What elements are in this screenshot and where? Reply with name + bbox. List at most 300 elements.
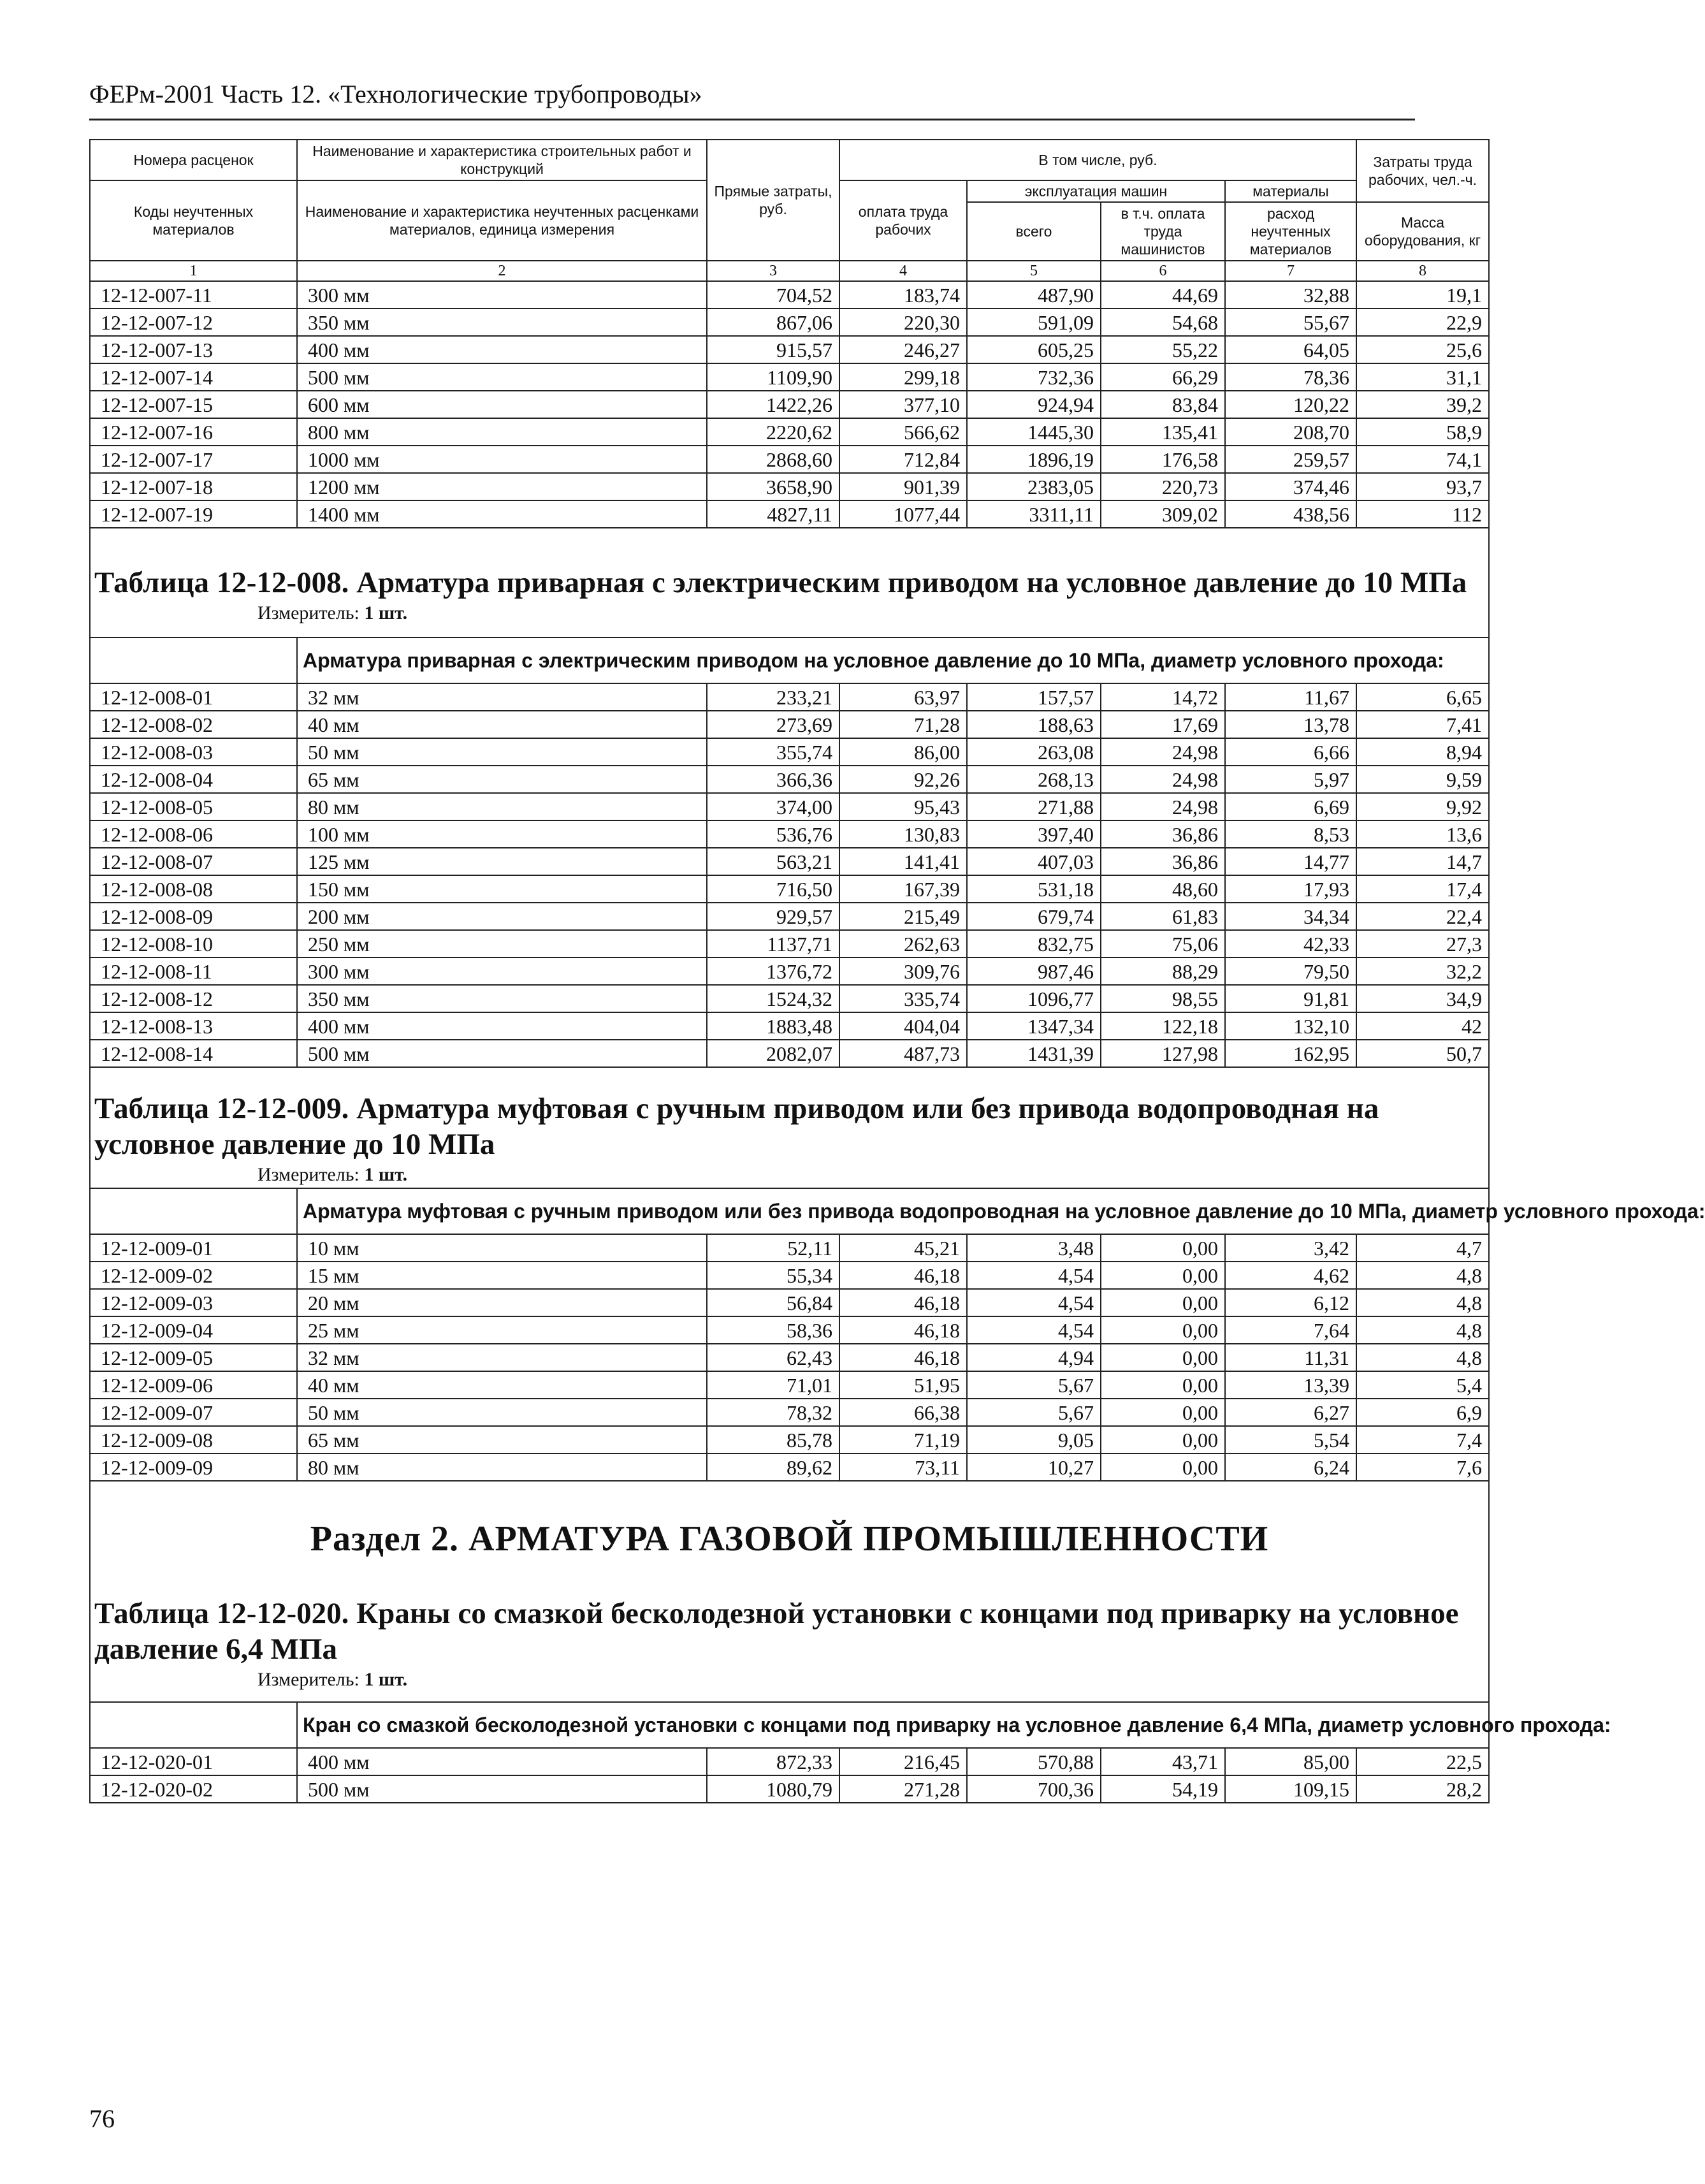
value-cell: 2082,07 xyxy=(707,1040,839,1067)
value-cell: 8,94 xyxy=(1356,738,1489,766)
table-row xyxy=(90,793,1489,820)
rate-code-cell: 12-12-009-04 xyxy=(90,1316,297,1344)
value-cell: 1896,19 xyxy=(967,446,1101,473)
diameter-cell: 500 мм xyxy=(297,1040,707,1067)
value-cell: 14,7 xyxy=(1356,848,1489,875)
diameter-cell: 10 мм xyxy=(297,1234,707,1262)
value-cell: 6,66 xyxy=(1225,738,1356,766)
value-cell: 78,36 xyxy=(1225,363,1356,391)
rate-code-cell: 12-12-007-17 xyxy=(90,446,297,473)
diameter-cell: 350 мм xyxy=(297,985,707,1012)
rate-code-cell: 12-12-009-06 xyxy=(90,1371,297,1399)
value-cell: 63,97 xyxy=(839,683,967,711)
table-row xyxy=(90,820,1489,848)
value-cell: 14,77 xyxy=(1225,848,1356,875)
diameter-cell: 50 мм xyxy=(297,738,707,766)
rate-code-cell: 12-12-008-04 xyxy=(90,766,297,793)
table-row xyxy=(90,446,1489,473)
value-cell: 188,63 xyxy=(967,711,1101,738)
column-number: 3 xyxy=(707,261,839,281)
value-cell: 679,74 xyxy=(967,903,1101,930)
value-cell: 867,06 xyxy=(707,309,839,336)
value-cell: 17,93 xyxy=(1225,875,1356,903)
value-cell: 46,18 xyxy=(839,1344,967,1371)
table-009-subheading: Арматура муфтовая с ручным приводом или без привода водопроводная на условное давление до 10 МПа, диаметр условного прохода: xyxy=(297,1188,1489,1234)
table-row xyxy=(90,1371,1489,1399)
value-cell: 7,4 xyxy=(1356,1426,1489,1453)
rate-code-cell: 12-12-008-09 xyxy=(90,903,297,930)
value-cell: 39,2 xyxy=(1356,391,1489,418)
value-cell: 0,00 xyxy=(1101,1234,1225,1262)
value-cell: 5,54 xyxy=(1225,1426,1356,1453)
value-cell: 22,9 xyxy=(1356,309,1489,336)
value-cell: 0,00 xyxy=(1101,1399,1225,1426)
rate-code-cell: 12-12-009-05 xyxy=(90,1344,297,1371)
table-009-title-text: Арматура муфтовая с ручным приводом или без привода водопроводная на условное давление до 10 МПа xyxy=(94,1092,1379,1161)
col8-bottom-header: Масса оборудования, кг xyxy=(1356,202,1489,261)
value-cell: 374,46 xyxy=(1225,473,1356,500)
table-row xyxy=(90,766,1489,793)
value-cell: 6,12 xyxy=(1225,1289,1356,1316)
table-008-unit xyxy=(91,601,1488,626)
column-number: 1 xyxy=(90,261,297,281)
value-cell: 51,95 xyxy=(839,1371,967,1399)
rate-code-cell: 12-12-009-09 xyxy=(90,1453,297,1481)
value-cell: 4827,11 xyxy=(707,500,839,528)
col6-header: в т.ч. оплата труда машинистов xyxy=(1101,202,1225,261)
value-cell: 92,26 xyxy=(839,766,967,793)
value-cell: 1077,44 xyxy=(839,500,967,528)
diameter-cell: 500 мм xyxy=(297,1775,707,1803)
value-cell: 1137,71 xyxy=(707,930,839,957)
table-row xyxy=(90,1453,1489,1481)
section-2-caption-row xyxy=(90,1481,1489,1702)
value-cell: 43,71 xyxy=(1101,1748,1225,1775)
value-cell: 5,67 xyxy=(967,1371,1101,1399)
table-header-row-1 xyxy=(90,140,1489,180)
rate-code-cell: 12-12-007-16 xyxy=(90,418,297,446)
value-cell: 987,46 xyxy=(967,957,1101,985)
table-020-title-text: Краны со смазкой бесколодезной установки с концами под приварку на условное давление 6,4 МПа xyxy=(94,1596,1459,1666)
value-cell: 0,00 xyxy=(1101,1316,1225,1344)
value-cell: 32,88 xyxy=(1225,281,1356,309)
table-row xyxy=(90,1344,1489,1371)
column-number: 8 xyxy=(1356,261,1489,281)
table-row xyxy=(90,500,1489,528)
unit-label: Измеритель: xyxy=(258,1668,359,1690)
rate-code-cell: 12-12-007-11 xyxy=(90,281,297,309)
value-cell: 34,34 xyxy=(1225,903,1356,930)
value-cell: 36,86 xyxy=(1101,848,1225,875)
col5-header: всего xyxy=(967,202,1101,261)
col3-header: Прямые затраты, руб. xyxy=(707,140,839,261)
table-008-subheading-row xyxy=(90,637,1489,683)
rate-code-cell: 12-12-008-11 xyxy=(90,957,297,985)
value-cell: 716,50 xyxy=(707,875,839,903)
value-cell: 4,8 xyxy=(1356,1262,1489,1289)
col2-bottom-header: Наименование и характеристика неучтенных расценками материалов, единица измерения xyxy=(297,180,707,261)
rate-code-cell: 12-12-007-14 xyxy=(90,363,297,391)
value-cell: 36,86 xyxy=(1101,820,1225,848)
value-cell: 14,72 xyxy=(1101,683,1225,711)
value-cell: 4,54 xyxy=(967,1289,1101,1316)
value-cell: 85,78 xyxy=(707,1426,839,1453)
value-cell: 531,18 xyxy=(967,875,1101,903)
diameter-cell: 500 мм xyxy=(297,363,707,391)
value-cell: 83,84 xyxy=(1101,391,1225,418)
value-cell: 438,56 xyxy=(1225,500,1356,528)
column-number: 6 xyxy=(1101,261,1225,281)
value-cell: 24,98 xyxy=(1101,793,1225,820)
value-cell: 88,29 xyxy=(1101,957,1225,985)
value-cell: 1431,39 xyxy=(967,1040,1101,1067)
value-cell: 700,36 xyxy=(967,1775,1101,1803)
value-cell: 13,39 xyxy=(1225,1371,1356,1399)
value-cell: 1376,72 xyxy=(707,957,839,985)
value-cell: 24,98 xyxy=(1101,766,1225,793)
diameter-cell: 15 мм xyxy=(297,1262,707,1289)
value-cell: 66,29 xyxy=(1101,363,1225,391)
value-cell: 0,00 xyxy=(1101,1289,1225,1316)
table-020-title-label: Таблица 12-12-020. xyxy=(94,1596,349,1630)
value-cell: 6,69 xyxy=(1225,793,1356,820)
rate-code-cell: 12-12-007-18 xyxy=(90,473,297,500)
value-cell: 407,03 xyxy=(967,848,1101,875)
value-cell: 5,67 xyxy=(967,1399,1101,1426)
diameter-cell: 65 мм xyxy=(297,1426,707,1453)
value-cell: 271,88 xyxy=(967,793,1101,820)
diameter-cell: 400 мм xyxy=(297,1012,707,1040)
rate-code-cell: 12-12-008-12 xyxy=(90,985,297,1012)
value-cell: 262,63 xyxy=(839,930,967,957)
value-cell: 157,57 xyxy=(967,683,1101,711)
value-cell: 0,00 xyxy=(1101,1262,1225,1289)
value-cell: 44,69 xyxy=(1101,281,1225,309)
value-cell: 132,10 xyxy=(1225,1012,1356,1040)
diameter-cell: 100 мм xyxy=(297,820,707,848)
value-cell: 22,4 xyxy=(1356,903,1489,930)
table-row xyxy=(90,1748,1489,1775)
rate-code-cell: 12-12-009-02 xyxy=(90,1262,297,1289)
table-008-caption-row xyxy=(90,528,1489,637)
value-cell: 78,32 xyxy=(707,1399,839,1426)
rate-code-cell: 12-12-008-03 xyxy=(90,738,297,766)
diameter-cell: 40 мм xyxy=(297,711,707,738)
value-cell: 27,3 xyxy=(1356,930,1489,957)
value-cell: 2383,05 xyxy=(967,473,1101,500)
table-009-title xyxy=(91,1091,1488,1162)
value-cell: 135,41 xyxy=(1101,418,1225,446)
table-row xyxy=(90,309,1489,336)
value-cell: 93,7 xyxy=(1356,473,1489,500)
value-cell: 220,30 xyxy=(839,309,967,336)
rate-code-cell: 12-12-007-13 xyxy=(90,336,297,363)
table-row xyxy=(90,930,1489,957)
value-cell: 591,09 xyxy=(967,309,1101,336)
value-cell: 566,62 xyxy=(839,418,967,446)
value-cell: 299,18 xyxy=(839,363,967,391)
diameter-cell: 200 мм xyxy=(297,903,707,930)
value-cell: 915,57 xyxy=(707,336,839,363)
value-cell: 487,73 xyxy=(839,1040,967,1067)
table-row xyxy=(90,1262,1489,1289)
col2-top-header: Наименование и характеристика строительных работ и конструкций xyxy=(297,140,707,180)
value-cell: 335,74 xyxy=(839,985,967,1012)
value-cell: 31,1 xyxy=(1356,363,1489,391)
col4-header: оплата труда рабочих xyxy=(839,180,967,261)
value-cell: 220,73 xyxy=(1101,473,1225,500)
table-row xyxy=(90,1289,1489,1316)
table-008-subheading: Арматура приварная с электрическим приводом на условное давление до 10 МПа, диаметр условного прохода: xyxy=(297,637,1489,683)
rate-code-cell: 12-12-020-01 xyxy=(90,1748,297,1775)
value-cell: 704,52 xyxy=(707,281,839,309)
value-cell: 6,9 xyxy=(1356,1399,1489,1426)
table-row xyxy=(90,336,1489,363)
value-cell: 13,78 xyxy=(1225,711,1356,738)
table-row xyxy=(90,985,1489,1012)
value-cell: 4,8 xyxy=(1356,1316,1489,1344)
diameter-cell: 1200 мм xyxy=(297,473,707,500)
rate-code-cell: 12-12-008-06 xyxy=(90,820,297,848)
diameter-cell: 1400 мм xyxy=(297,500,707,528)
table-row xyxy=(90,1040,1489,1067)
rate-code-cell: 12-12-008-07 xyxy=(90,848,297,875)
header-rule xyxy=(89,119,1415,120)
value-cell: 120,22 xyxy=(1225,391,1356,418)
diameter-cell: 400 мм xyxy=(297,336,707,363)
value-cell: 55,34 xyxy=(707,1262,839,1289)
value-cell: 872,33 xyxy=(707,1748,839,1775)
rates-table xyxy=(89,139,1705,1803)
table-row xyxy=(90,1316,1489,1344)
diameter-cell: 1000 мм xyxy=(297,446,707,473)
value-cell: 563,21 xyxy=(707,848,839,875)
value-cell: 377,10 xyxy=(839,391,967,418)
value-cell: 17,69 xyxy=(1101,711,1225,738)
value-cell: 570,88 xyxy=(967,1748,1101,1775)
rate-code-cell: 12-12-007-15 xyxy=(90,391,297,418)
diameter-cell: 40 мм xyxy=(297,1371,707,1399)
column-number: 7 xyxy=(1225,261,1356,281)
value-cell: 3,42 xyxy=(1225,1234,1356,1262)
col8-top-header: Затраты труда рабочих, чел.-ч. xyxy=(1356,140,1489,202)
value-cell: 536,76 xyxy=(707,820,839,848)
value-cell: 176,58 xyxy=(1101,446,1225,473)
table-row xyxy=(90,903,1489,930)
col1-bottom-header: Коды неучтенных материалов xyxy=(90,180,297,261)
value-cell: 487,90 xyxy=(967,281,1101,309)
value-cell: 71,19 xyxy=(839,1426,967,1453)
table-row xyxy=(90,281,1489,309)
table-020-subheading: Кран со смазкой бесколодезной установки с концами под приварку на условное давление 6,4 МПа, диаметр условного прохода: xyxy=(297,1702,1489,1748)
value-cell: 42 xyxy=(1356,1012,1489,1040)
rate-code-cell: 12-12-009-03 xyxy=(90,1289,297,1316)
value-cell: 79,50 xyxy=(1225,957,1356,985)
value-cell: 3311,11 xyxy=(967,500,1101,528)
value-cell: 162,95 xyxy=(1225,1040,1356,1067)
value-cell: 54,68 xyxy=(1101,309,1225,336)
value-cell: 11,31 xyxy=(1225,1344,1356,1371)
table-row xyxy=(90,1234,1489,1262)
value-cell: 55,22 xyxy=(1101,336,1225,363)
table-009-title-label: Таблица 12-12-009. xyxy=(94,1092,349,1125)
diameter-cell: 250 мм xyxy=(297,930,707,957)
rate-code-cell: 12-12-020-02 xyxy=(90,1775,297,1803)
table-row xyxy=(90,1399,1489,1426)
diameter-cell: 25 мм xyxy=(297,1316,707,1344)
value-cell: 0,00 xyxy=(1101,1371,1225,1399)
value-cell: 0,00 xyxy=(1101,1426,1225,1453)
value-cell: 273,69 xyxy=(707,711,839,738)
table-008-title-label: Таблица 12-12-008. xyxy=(94,566,349,599)
column-numbers-row xyxy=(90,261,1489,281)
value-cell: 216,45 xyxy=(839,1748,967,1775)
value-cell: 130,83 xyxy=(839,820,967,848)
table-020-subheading-row xyxy=(90,1702,1489,1748)
value-cell: 45,21 xyxy=(839,1234,967,1262)
value-cell: 1422,26 xyxy=(707,391,839,418)
value-cell: 7,64 xyxy=(1225,1316,1356,1344)
diameter-cell: 50 мм xyxy=(297,1399,707,1426)
value-cell: 122,18 xyxy=(1101,1012,1225,1040)
rate-code-cell: 12-12-007-12 xyxy=(90,309,297,336)
value-cell: 215,49 xyxy=(839,903,967,930)
value-cell: 19,1 xyxy=(1356,281,1489,309)
value-cell: 832,75 xyxy=(967,930,1101,957)
value-cell: 1080,79 xyxy=(707,1775,839,1803)
value-cell: 10,27 xyxy=(967,1453,1101,1481)
unit-value: 1 шт. xyxy=(364,602,408,623)
value-cell: 5,4 xyxy=(1356,1371,1489,1399)
value-cell: 0,00 xyxy=(1101,1453,1225,1481)
value-cell: 13,6 xyxy=(1356,820,1489,848)
value-cell: 91,81 xyxy=(1225,985,1356,1012)
value-cell: 6,65 xyxy=(1356,683,1489,711)
materials-header: материалы xyxy=(1225,180,1356,202)
value-cell: 208,70 xyxy=(1225,418,1356,446)
value-cell: 271,28 xyxy=(839,1775,967,1803)
value-cell: 46,18 xyxy=(839,1316,967,1344)
diameter-cell: 32 мм xyxy=(297,683,707,711)
value-cell: 0,00 xyxy=(1101,1344,1225,1371)
value-cell: 50,7 xyxy=(1356,1040,1489,1067)
value-cell: 52,11 xyxy=(707,1234,839,1262)
value-cell: 4,7 xyxy=(1356,1234,1489,1262)
value-cell: 86,00 xyxy=(839,738,967,766)
value-cell: 8,53 xyxy=(1225,820,1356,848)
value-cell: 127,98 xyxy=(1101,1040,1225,1067)
value-cell: 246,27 xyxy=(839,336,967,363)
col7-header: расход неучтенных материалов xyxy=(1225,202,1356,261)
table-row xyxy=(90,1426,1489,1453)
diameter-cell: 65 мм xyxy=(297,766,707,793)
value-cell: 56,84 xyxy=(707,1289,839,1316)
value-cell: 5,97 xyxy=(1225,766,1356,793)
value-cell: 24,98 xyxy=(1101,738,1225,766)
table-row xyxy=(90,683,1489,711)
value-cell: 355,74 xyxy=(707,738,839,766)
rate-code-cell: 12-12-008-14 xyxy=(90,1040,297,1067)
value-cell: 73,11 xyxy=(839,1453,967,1481)
unit-value: 1 шт. xyxy=(364,1164,408,1185)
value-cell: 74,1 xyxy=(1356,446,1489,473)
table-row xyxy=(90,363,1489,391)
value-cell: 6,24 xyxy=(1225,1453,1356,1481)
column-number: 2 xyxy=(297,261,707,281)
value-cell: 397,40 xyxy=(967,820,1101,848)
diameter-cell: 800 мм xyxy=(297,418,707,446)
value-cell: 75,06 xyxy=(1101,930,1225,957)
table-row xyxy=(90,418,1489,446)
table-row xyxy=(90,875,1489,903)
value-cell: 58,36 xyxy=(707,1316,839,1344)
diameter-cell: 125 мм xyxy=(297,848,707,875)
value-cell: 54,19 xyxy=(1101,1775,1225,1803)
table-row xyxy=(90,711,1489,738)
column-number: 4 xyxy=(839,261,967,281)
rate-code-cell: 12-12-008-01 xyxy=(90,683,297,711)
value-cell: 924,94 xyxy=(967,391,1101,418)
value-cell: 66,38 xyxy=(839,1399,967,1426)
rate-code-cell: 12-12-009-01 xyxy=(90,1234,297,1262)
value-cell: 2220,62 xyxy=(707,418,839,446)
value-cell: 64,05 xyxy=(1225,336,1356,363)
rate-code-cell: 12-12-008-10 xyxy=(90,930,297,957)
table-row xyxy=(90,1012,1489,1040)
table-009-subheading-row xyxy=(90,1188,1489,1234)
value-cell: 1096,77 xyxy=(967,985,1101,1012)
rate-code-cell: 12-12-008-13 xyxy=(90,1012,297,1040)
value-cell: 233,21 xyxy=(707,683,839,711)
value-cell: 1109,90 xyxy=(707,363,839,391)
value-cell: 34,9 xyxy=(1356,985,1489,1012)
value-cell: 366,36 xyxy=(707,766,839,793)
value-cell: 7,6 xyxy=(1356,1453,1489,1481)
value-cell: 32,2 xyxy=(1356,957,1489,985)
value-cell: 259,57 xyxy=(1225,446,1356,473)
value-cell: 1347,34 xyxy=(967,1012,1101,1040)
value-cell: 48,60 xyxy=(1101,875,1225,903)
value-cell: 46,18 xyxy=(839,1262,967,1289)
unit-label: Измеритель: xyxy=(258,1164,359,1185)
value-cell: 58,9 xyxy=(1356,418,1489,446)
diameter-cell: 350 мм xyxy=(297,309,707,336)
value-cell: 4,8 xyxy=(1356,1289,1489,1316)
value-cell: 7,41 xyxy=(1356,711,1489,738)
col1-top-header: Номера расценок xyxy=(90,140,297,180)
unit-value: 1 шт. xyxy=(364,1668,408,1690)
value-cell: 61,83 xyxy=(1101,903,1225,930)
value-cell: 605,25 xyxy=(967,336,1101,363)
value-cell: 9,59 xyxy=(1356,766,1489,793)
value-cell: 712,84 xyxy=(839,446,967,473)
value-cell: 4,62 xyxy=(1225,1262,1356,1289)
value-cell: 89,62 xyxy=(707,1453,839,1481)
diameter-cell: 20 мм xyxy=(297,1289,707,1316)
value-cell: 25,6 xyxy=(1356,336,1489,363)
value-cell: 3,48 xyxy=(967,1234,1101,1262)
value-cell: 4,54 xyxy=(967,1262,1101,1289)
value-cell: 46,18 xyxy=(839,1289,967,1316)
diameter-cell: 300 мм xyxy=(297,957,707,985)
table-020-unit xyxy=(91,1667,1488,1693)
value-cell: 112 xyxy=(1356,500,1489,528)
machines-header: эксплуатация машин xyxy=(967,180,1225,202)
diameter-cell: 80 мм xyxy=(297,1453,707,1481)
table-row xyxy=(90,738,1489,766)
value-cell: 268,13 xyxy=(967,766,1101,793)
table-009-caption-row xyxy=(90,1067,1489,1188)
